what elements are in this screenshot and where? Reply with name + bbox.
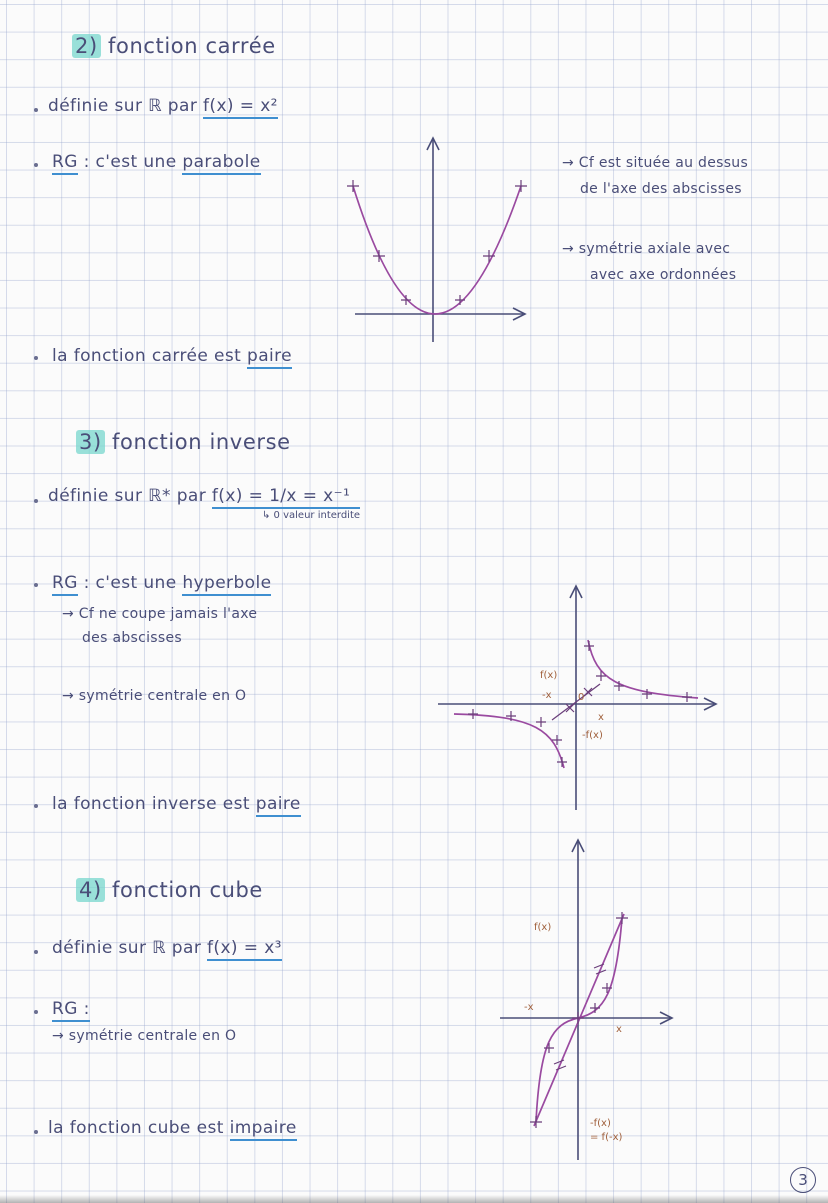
hyperbola-branch-positive bbox=[588, 640, 698, 698]
definition-formula: f(x) = x³ bbox=[207, 938, 282, 961]
section-4-title-text: fonction cube bbox=[112, 878, 263, 902]
note-line: → symétrie axiale avec bbox=[562, 241, 731, 257]
section-3-note-symmetry: → symétrie centrale en O bbox=[62, 688, 247, 704]
label-fx: f(x) bbox=[534, 922, 552, 933]
section-3-number: 3) bbox=[76, 430, 105, 454]
section-3-title bbox=[76, 430, 291, 454]
cubic-graph bbox=[496, 834, 682, 1164]
bullet bbox=[34, 804, 38, 808]
page-number: 3 bbox=[790, 1167, 816, 1193]
section-3-note-axis bbox=[62, 602, 257, 650]
note-line: des abscisses bbox=[82, 630, 182, 646]
parity-value: paire bbox=[247, 346, 292, 369]
section-3-title-text: fonction inverse bbox=[112, 430, 291, 454]
section-3-parity bbox=[52, 794, 301, 814]
section-2-number: 2) bbox=[72, 34, 101, 58]
label-x: x bbox=[616, 1024, 622, 1035]
section-2-title-text: fonction carrée bbox=[108, 34, 276, 58]
rg-shape: parabole bbox=[182, 152, 260, 175]
label-fx: f(x) bbox=[540, 670, 558, 681]
label-equals-f-minus-x: = f(-x) bbox=[590, 1132, 623, 1143]
note-line: → Cf est située au dessus bbox=[562, 155, 749, 171]
definition-formula: f(x) = 1/x = x⁻¹ bbox=[212, 486, 360, 509]
label-minus-fx: -f(x) bbox=[582, 730, 603, 741]
section-4-definition bbox=[52, 938, 282, 958]
definition-prefix: définie sur ℝ par bbox=[52, 938, 202, 958]
section-3-rg bbox=[52, 573, 271, 593]
definition-prefix: définie sur ℝ par bbox=[48, 96, 198, 116]
label-minus-x: -x bbox=[524, 1002, 534, 1013]
section-2-title bbox=[72, 34, 276, 58]
note-line: avec axe ordonnées bbox=[590, 267, 737, 283]
section-4-title bbox=[76, 878, 263, 902]
label-origin: 0 bbox=[578, 692, 585, 703]
note-line: de l'axe des abscisses bbox=[580, 181, 742, 197]
rg-label: RG bbox=[52, 152, 78, 175]
section-2-note-position bbox=[562, 150, 748, 202]
section-4-parity bbox=[48, 1118, 297, 1138]
bullet bbox=[34, 583, 38, 587]
rg-text: : c'est une bbox=[83, 152, 177, 172]
section-2-rg bbox=[52, 152, 261, 172]
section-2-definition bbox=[48, 96, 278, 116]
rg-label: RG bbox=[52, 573, 78, 596]
section-4-note-symmetry: → symétrie centrale en O bbox=[52, 1028, 237, 1044]
parity-value: impaire bbox=[230, 1118, 297, 1141]
section-4-number: 4) bbox=[76, 878, 105, 902]
hyperbola-graph bbox=[436, 580, 726, 812]
parity-value: paire bbox=[256, 794, 301, 817]
bullet bbox=[34, 950, 38, 954]
section-2-parity bbox=[52, 346, 292, 366]
label-minus-x: -x bbox=[542, 690, 552, 701]
definition-prefix: définie sur ℝ* par bbox=[48, 486, 207, 506]
bullet bbox=[34, 108, 38, 112]
section-2-note-symmetry bbox=[562, 236, 736, 288]
page-bottom-edge bbox=[0, 1195, 828, 1203]
bullet bbox=[34, 356, 38, 360]
hyperbola-branch-negative bbox=[454, 714, 564, 768]
section-3-definition bbox=[48, 486, 360, 506]
bullet bbox=[34, 163, 38, 167]
note-line: → Cf ne coupe jamais l'axe bbox=[62, 606, 258, 622]
parity-prefix: la fonction cube est bbox=[48, 1118, 224, 1138]
parabola-graph bbox=[345, 128, 545, 348]
label-minus-fx: -f(x) bbox=[590, 1118, 611, 1129]
rg-text: : c'est une bbox=[83, 573, 177, 593]
symmetry-line bbox=[534, 914, 624, 1126]
rg-label: RG : bbox=[52, 999, 90, 1022]
definition-formula: f(x) = x² bbox=[203, 96, 278, 119]
section-4-rg bbox=[52, 999, 90, 1019]
bullet bbox=[34, 499, 38, 503]
label-x: x bbox=[598, 712, 604, 723]
rg-shape: hyperbole bbox=[182, 573, 271, 596]
bullet bbox=[34, 1130, 38, 1134]
bullet bbox=[34, 1010, 38, 1014]
forbidden-value-note: ↳ 0 valeur interdite bbox=[262, 510, 361, 521]
parity-prefix: la fonction inverse est bbox=[52, 794, 250, 814]
parity-prefix: la fonction carrée est bbox=[52, 346, 242, 366]
parabola-curve bbox=[353, 186, 521, 314]
